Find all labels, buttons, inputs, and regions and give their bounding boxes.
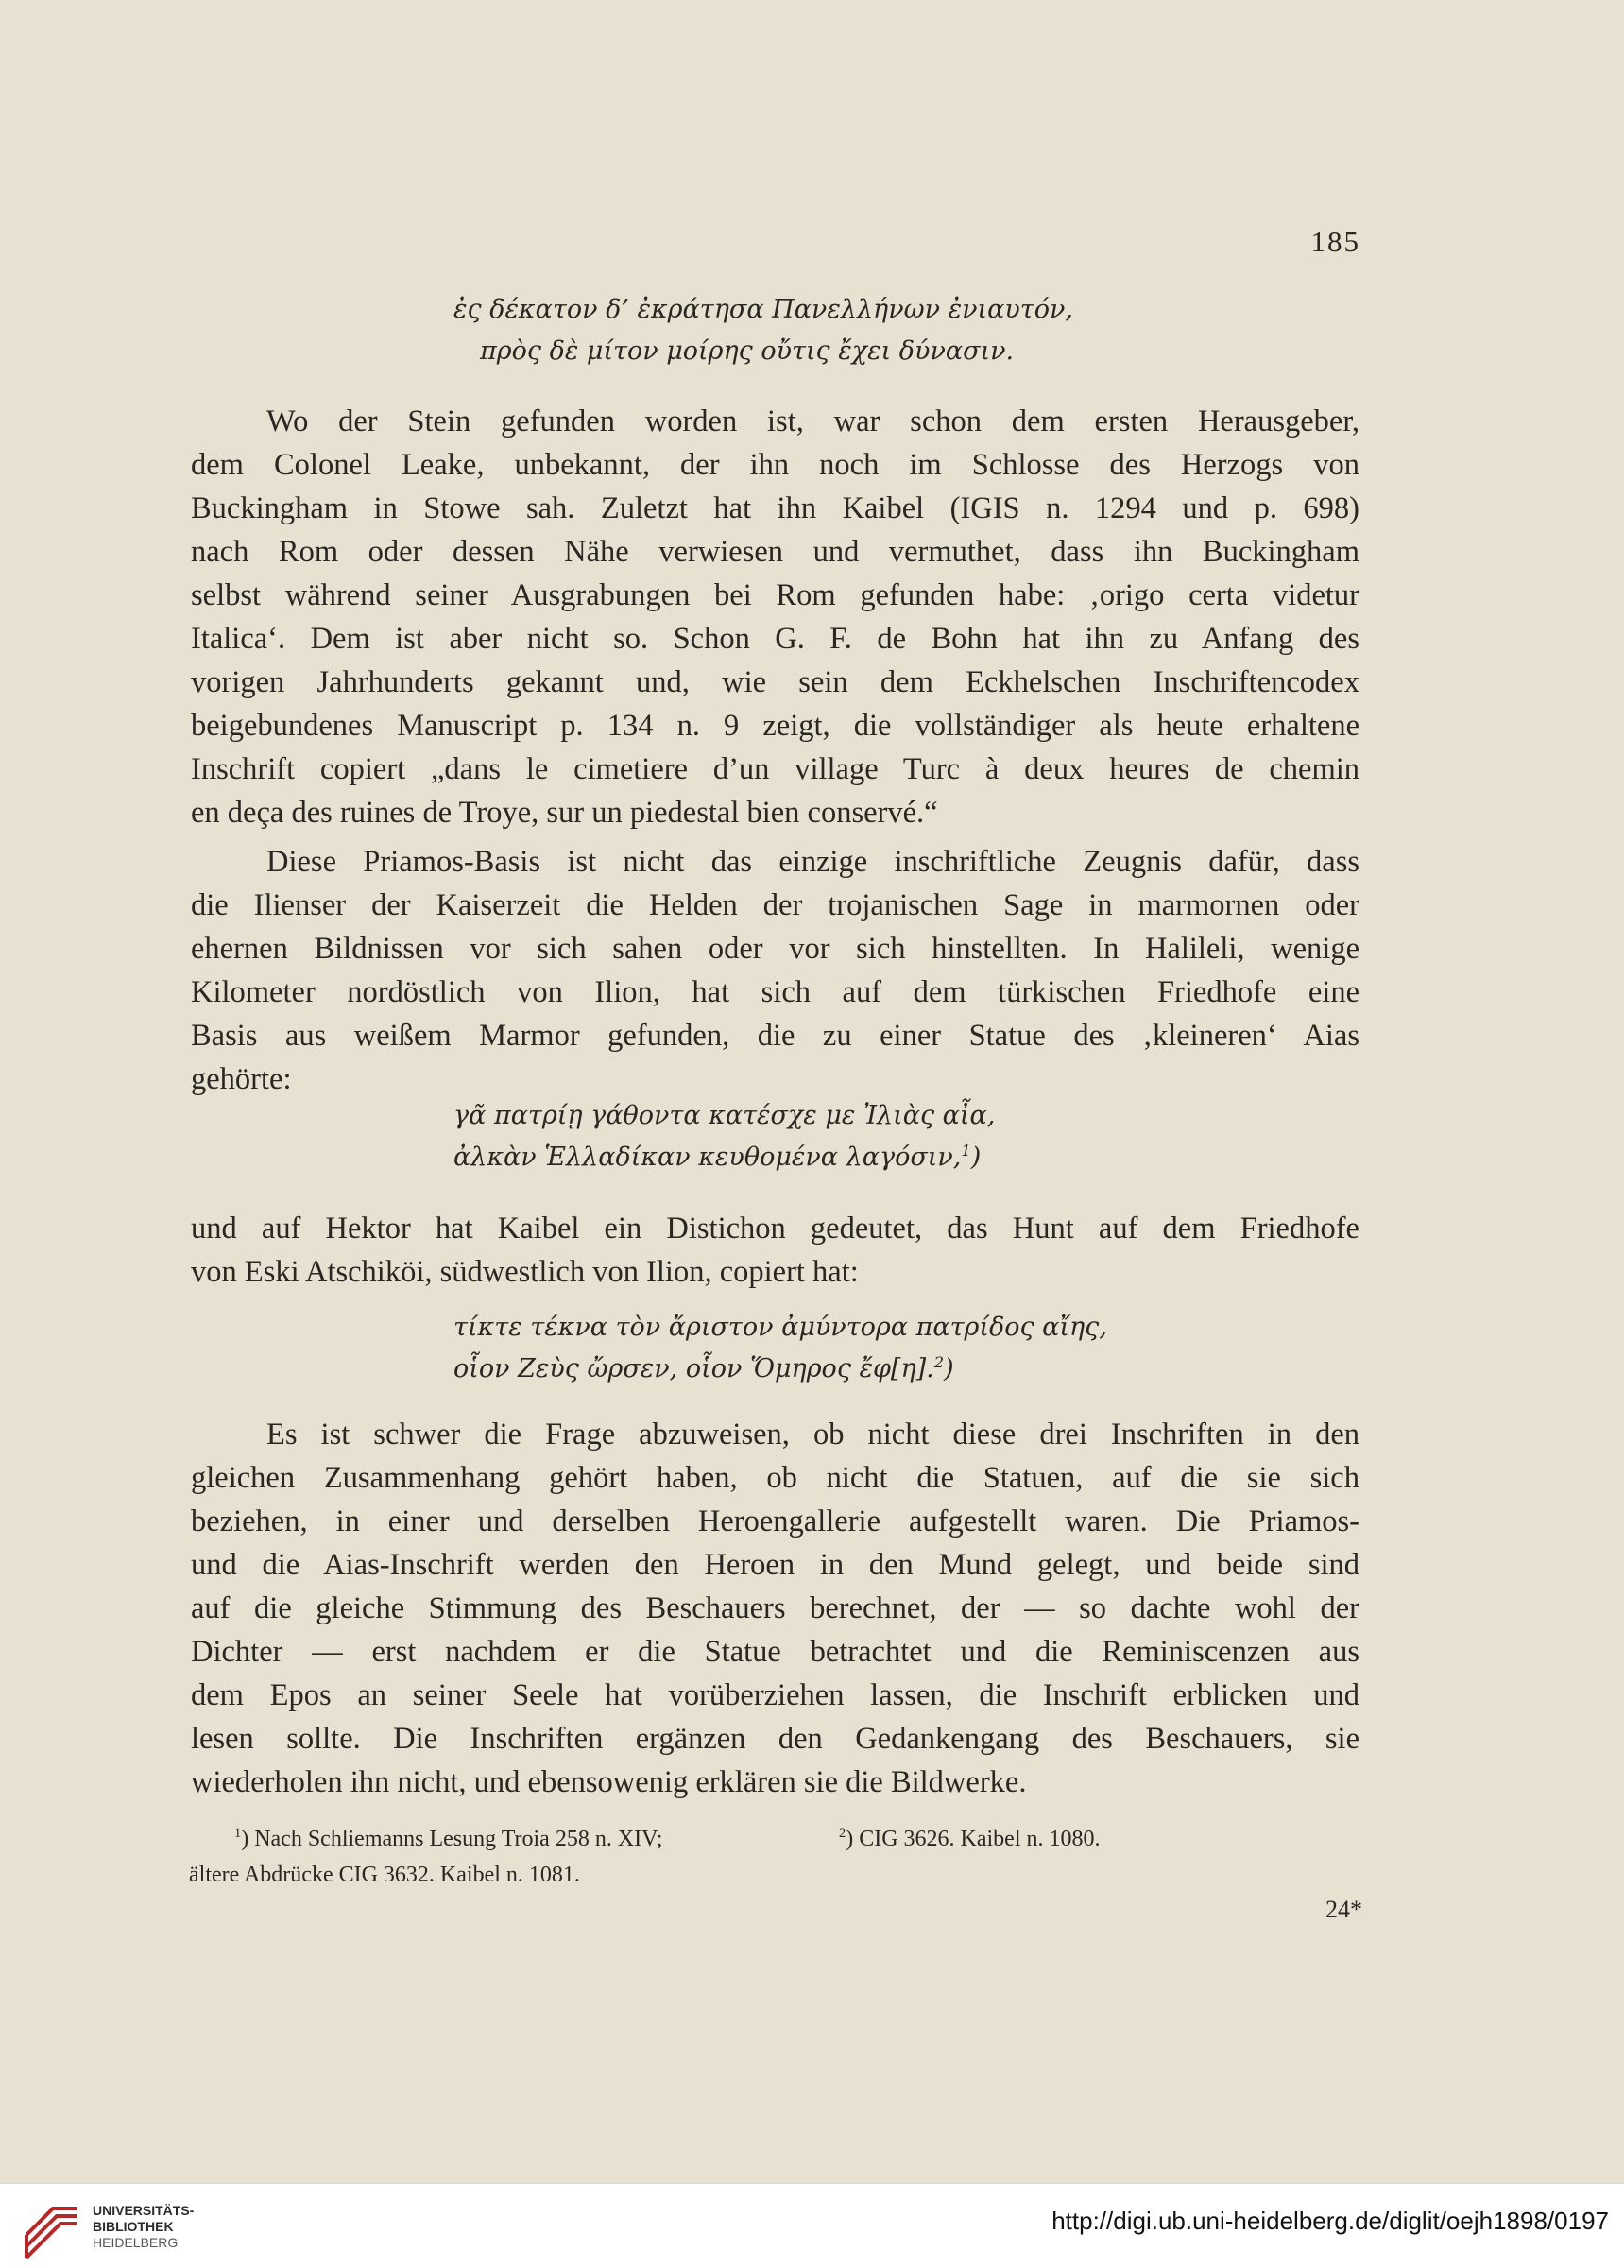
text-line: ehernen Bildnissen vor sich sahen oder vor sich hinstellten. In Halileli, wenige (191, 932, 1359, 966)
verse-3-line-1: τίκτε τέκνα τὸν ἄριστον ἀμύντορα πατρίδος αἴης, (453, 1313, 1107, 1342)
footnote-2-text: ) CIG 3626. Kaibel n. 1080. (846, 1827, 1101, 1851)
signature-mark: 24* (1325, 1896, 1362, 1923)
text-line: wiederholen ihn nicht, und ebensowenig erklären sie die Bildwerke. (191, 1765, 1027, 1799)
text-line: gehörte: (191, 1062, 292, 1096)
paragraph-3 (191, 1207, 1359, 1294)
footnote-marker-2: 2 (839, 1826, 846, 1841)
text-line: lesen sollte. Die Inschriften ergänzen den Gedankengang des Beschauers, sie (191, 1722, 1359, 1756)
verse-2-line-2: ἀλκὰν Ἑλλαδίκαν κευθομένα λαγόσιν,$^1$) (453, 1142, 982, 1172)
text-line: en deça des ruines de Troye, sur un piedestal bien conservé.“ (191, 796, 938, 830)
text-line: Buckingham in Stowe sah. Zuletzt hat ihn Kaibel (IGIS n. 1294 und p. 698) (191, 491, 1359, 525)
paragraph-2 (191, 840, 1359, 1101)
footnote-line (189, 1821, 1228, 1857)
footnote-marker-1: 1 (234, 1826, 242, 1841)
text-line: und die Aias-Inschrift werden den Heroen in den Mund gelegt, und beide sind (191, 1548, 1359, 1582)
page-number: 185 (1310, 225, 1360, 258)
text-line: vorigen Jahrhunderts gekannt und, wie sein dem Eckhelschen Inschriftencodex (191, 665, 1359, 699)
text-line: beziehen, in einer und derselben Heroengallerie aufgestellt waren. Die Priamos- (191, 1504, 1359, 1538)
text-line: gleichen Zusammenhang gehört haben, ob nicht die Statuen, auf die sie sich (191, 1461, 1359, 1495)
library-footer (0, 2183, 1624, 2268)
text-line: beigebundenes Manuscript p. 134 n. 9 zeigt, die vollständiger als heute erhaltene (191, 709, 1359, 743)
logo-line-3: HEIDELBERG (93, 2235, 179, 2250)
verse-1-line-2: πρὸς δὲ μίτον μοίρης οὔτις ἔχει δύνασιν. (480, 336, 1015, 366)
footnotes (189, 1821, 1228, 1893)
text-line: Diese Priamos-Basis ist nicht das einzige inschriftliche Zeugnis dafür, dass (266, 845, 1359, 879)
text-line: auf die gleiche Stimmung des Beschauers berechnet, der — so dachte wohl der (191, 1591, 1359, 1625)
text-line: selbst während seiner Ausgrabungen bei Rom gefunden habe: ‚origo certa videtur (191, 578, 1359, 612)
paragraph-4 (191, 1413, 1359, 1804)
text-line: Dichter — erst nachdem er die Statue betrachtet und die Reminiscenzen aus (191, 1635, 1359, 1669)
footnote-ref-2: 2 (933, 1353, 945, 1371)
text-line: dem Colonel Leake, unbekannt, der ihn noch im Schlosse des Herzogs von (191, 448, 1359, 482)
paragraph-1 (191, 400, 1359, 834)
text-line: und auf Hektor hat Kaibel ein Distichon gedeutet, das Hunt auf dem Friedhofe (191, 1211, 1359, 1246)
text-line: Es ist schwer die Frage abzuweisen, ob nicht diese drei Inschriften in den (266, 1418, 1359, 1452)
logo-line-2: BIBLIOTHEK (93, 2219, 174, 2234)
footnote-ref-1: 1 (961, 1142, 971, 1160)
footnote-1-text: ) Nach Schliemanns Lesung Troia 258 n. XIV; (241, 1827, 663, 1851)
text-line: dem Epos an seiner Seele hat vorüberziehen lassen, die Inschrift erblicken und (191, 1678, 1359, 1712)
library-logo-icon (19, 2197, 85, 2261)
text-line: die Ilienser der Kaiserzeit die Helden der trojanischen Sage in marmornen oder (191, 888, 1359, 922)
permalink-url[interactable]: http://digi.ub.uni-heidelberg.de/diglit/oejh1898/0197 (1051, 2207, 1609, 2235)
verse-2-line-1: γᾶ πατρίῃ γάθοντα κατέσχε με Ἰλιὰς αἶα, (453, 1101, 996, 1130)
verse-3-line-2: οἷον Ζεὺς ὤρσεν, οἷον Ὅμηρος ἔφ[η].$^2$) (453, 1353, 954, 1383)
text-line: von Eski Atschiköi, südwestlich von Ilion, copiert hat: (191, 1255, 859, 1289)
text-line: Italica‘. Dem ist aber nicht so. Schon G. F. de Bohn hat ihn zu Anfang des (191, 622, 1359, 656)
footnote-1-continuation: ältere Abdrücke CIG 3632. Kaibel n. 1081. (189, 1863, 580, 1887)
text-line: Kilometer nordöstlich von Ilion, hat sich auf dem türkischen Friedhofe eine (191, 975, 1359, 1009)
text-line: nach Rom oder dessen Nähe verwiesen und vermuthet, dass ihn Buckingham (191, 535, 1359, 569)
logo-line-1: UNIVERSITÄTS- (93, 2203, 195, 2218)
text-line: Inschrift copiert „dans le cimetiere d’un village Turc à deux heures de chemin (191, 752, 1359, 786)
text-line: Basis aus weißem Marmor gefunden, die zu einer Statue des ‚kleineren‘ Aias (191, 1019, 1359, 1053)
text-line: Wo der Stein gefunden worden ist, war schon dem ersten Herausgeber, (266, 404, 1359, 438)
library-logo-text (93, 2203, 194, 2251)
verse-1-line-1: ἐς δέκατον δ’ ἐκράτησα Πανελλήνων ἐνιαυτόν, (453, 295, 1073, 324)
